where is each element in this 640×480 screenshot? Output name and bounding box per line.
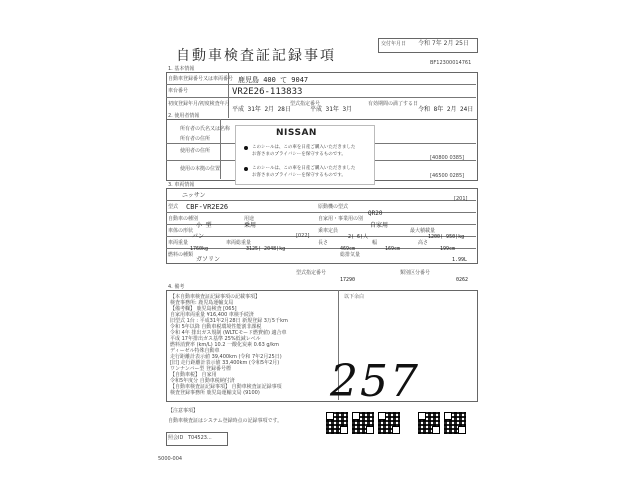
kind-value: 小 型 [196,222,212,229]
gross-label: 車両総重量 [226,240,252,246]
section3-heading: 3. 車両情報 [168,182,195,188]
remark-line: 平成 17年排出ガス基準 25%低減レベル [170,336,261,342]
weight-label: 車両重量 [168,240,189,246]
type-no-value: 17290 [340,277,356,283]
privacy-sticker [235,125,375,185]
engine-label: 原動機の型式 [318,204,349,210]
width-label: 幅 [372,240,378,246]
remark-line: 旧型式 1台 : 平成31年2月28日 新規登録 3万5千km [170,318,288,324]
displacement-value: 1.99L [452,257,468,263]
remarks-list [170,294,335,396]
remark-line: 検査登録事務所 鹿児島運輸支局 (9100) [170,390,260,396]
address-code-1: [40800 0385] [430,155,465,161]
expiry-label: 有効期間の満了する日 [368,101,419,107]
sticker-line-2b: お客さまのプライバシーを保守するものです。 [252,173,346,178]
bullet-icon [244,167,248,171]
id-value: T04523... [188,435,212,441]
page-title: 自動車検査証記録事項 [176,48,336,64]
length-label: 長さ [318,240,329,246]
type-cert-value: 平成 31年 3月 [310,106,353,113]
section4-heading: 4. 備考 [168,284,185,290]
remark-line: 【備考欄】 鹿児島検査 [065] [170,306,237,312]
maker-value: ニッサン [182,192,206,199]
engine-value: QR20 [368,210,383,217]
vin-label: 車台番号 [168,88,189,94]
sticker-line-2a: このシールは、この車を日産ご購入いただきました [252,166,356,171]
issue-date-value: 令和 7年 2月 25日 [418,40,469,47]
use-label: 用途 [244,216,255,222]
body-code: [022] [296,233,310,239]
reg-value: 鹿児島 400 て 9047 [238,76,309,84]
bullet-icon [244,146,248,150]
qr-code [378,412,400,434]
section2-heading: 2. 使用者情報 [168,113,200,119]
owner-label: 所有者の氏名又は名称 [180,126,231,132]
expiry-value: 令和 8年 2月 24日 [418,106,474,113]
width-value: 169cm [385,246,401,252]
qr-code [444,412,466,434]
reg-label: 自動車登録番号又は車両番号 [168,76,234,82]
doc-number: BF12300014761 [430,60,472,66]
remark-line: 令和5年度分 自動車税納付済 [170,378,235,384]
nissan-logo: NISSAN [276,128,317,138]
remark-line: 令和 5年以降 自動車税環境性能割非課税 [170,324,262,330]
remark-line: 【本自動車検査証記録事項の記載事項】 [170,294,261,300]
type-no-label: 型式指定番号 [296,270,327,276]
qr-code [352,412,374,434]
model-value: CBF-VR2E26 [186,203,229,211]
address-code-2: [46500 0285] [430,173,465,179]
remark-line: 令和 4年 排出ガス規制 (WLTCモード燃費値) 適合車 [170,330,287,336]
first-reg-label: 初度登録年月/初度検査年月 [168,101,230,107]
sticker-line-1b: お客さまのプライバシーを保守するものです。 [252,152,346,157]
weight-value: 1760kg [190,246,209,252]
remark-line: 【自動車検査証記録事項】 自動車検査証記録事項 [170,384,282,390]
max-load-label: 最大積載量 [410,228,436,234]
kind-label: 自動車の種別 [168,216,199,222]
remark-line: 走行距離計表示値 39,400km (令和 7年2月25日) [170,354,282,360]
issue-date-label: 交付年月日 [381,41,407,47]
fuel-value: ガソリン [196,256,221,263]
purpose-label: 自家用・事業用の別 [318,216,364,222]
qr-code [418,412,440,434]
remark-line: 【自動車税】 自家用 [170,372,217,378]
first-reg-value: 平成 31年 2月 28日 [232,106,291,113]
class-value: 0262 [456,277,469,283]
max-load-value: 1200( 950)kg [428,234,465,240]
purpose-value: 自家用 [370,222,389,229]
displacement-label: 総排気量 [340,252,361,258]
fuel-label: 燃料の種類 [168,252,194,258]
body-label: 車体の形状 [168,228,194,234]
length-value: 469cm [340,246,356,252]
remark-line: [旧] 走行距離計表示値 33,400km (令和5年2月) [170,360,280,366]
vin-value: VR2E26-113833 [232,87,303,97]
remark-line: 検査事務所: 鹿児島運輸支局 [170,300,234,306]
model-label: 型式 [168,204,179,210]
notes-heading: 【注意事項】 [168,408,199,414]
handwritten-number: 257 [330,356,420,407]
class-label: 類別区分番号 [400,270,431,276]
sticker-line-1a: このシールは、この車を日産ご購入いただきました [252,145,356,150]
remark-line: 燃料消費率 (km/L) 10.2 一酸化炭素 0.63 g/km [170,342,279,348]
section1-heading: 1. 基本情報 [168,66,195,72]
capacity-label: 乗車定員 [318,228,339,234]
capacity-value: 2( 6)人 [348,234,369,240]
notes-text: 自動車検査証はシステム登録時点の記録事項です。 [168,418,283,424]
body-value: バン [192,233,205,240]
remark-line: ディーゼル特殊自動車 [170,348,220,354]
base-label: 使用の本拠の位置 [180,166,221,172]
form-code: 5000-004 [158,456,183,462]
id-label: 照会ID [168,435,184,441]
user-address-label: 使用者の住所 [180,148,211,154]
height-label: 高さ [418,240,429,246]
maker-code: [201] [454,196,468,202]
remark-line: 自家用車両重量 ¥16,400 車検手続済 [170,312,254,318]
height-value: 199cm [440,246,456,252]
remark-line: ワンナンバー型 登録番号標 [170,366,231,372]
type-cert-label: 型式指定番号 [290,101,321,107]
remarks-end-label: 以下余白 [344,294,365,300]
use-value: 乗用 [244,222,257,229]
gross-value: 3125( 2048)kg [246,246,286,252]
qr-code [326,412,348,434]
owner-address-label: 所有者の住所 [180,136,211,142]
